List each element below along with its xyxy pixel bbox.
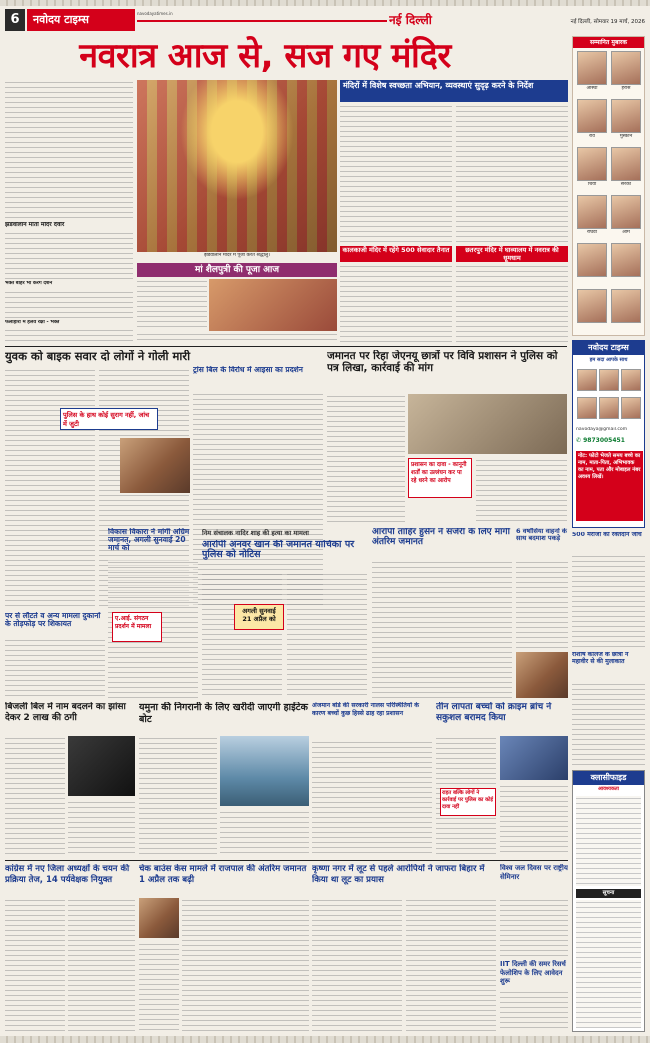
person-photo-1 [577, 51, 607, 85]
masthead-rule [137, 20, 387, 22]
yamuna-body-b [220, 810, 309, 856]
divider [5, 346, 567, 347]
person-name-1: आस्था [586, 86, 598, 91]
lead-photo-caption: झंडेवालान मंदिर में पूजा करते श्रद्धालु। [204, 253, 270, 258]
lead-body-col1d [5, 328, 133, 342]
women-headline: 500 मरीजों की रक्तदान जांच [572, 532, 642, 538]
vikas-box: ए.आई. संगठन प्रदर्शन में मामला [112, 612, 162, 642]
brand-box [572, 340, 645, 528]
shailputri-title: मां शैलपुत्री की पूजा आज [137, 263, 337, 277]
person-name-8: ओम [622, 230, 630, 235]
students-body [572, 682, 645, 766]
krishna-body-a [312, 898, 402, 1032]
missing-photo [500, 736, 568, 780]
youth-body-a [5, 368, 95, 606]
jnu-body-b [476, 458, 567, 522]
person-photo-6 [611, 147, 641, 181]
fake-cops-body [5, 638, 105, 698]
photo-decor [137, 80, 337, 252]
person-name-7: राघवी [587, 230, 597, 235]
classifieds-title: क्लासीफाइड [573, 771, 644, 785]
murder-body-b [287, 572, 367, 698]
sidebar-panel [572, 36, 645, 336]
notice-body [576, 900, 641, 1028]
lead-headline: नवरात्र आज से, सज गए मंदिर [79, 36, 451, 76]
congress-headline: कांग्रेस में नए जिला अध्यक्षों के चयन की प्रक्रिया तेज, 14 पर्यवेक्षक नियुक्त [5, 864, 130, 885]
brand-photo-1 [577, 369, 597, 391]
lead-body-col1b [5, 231, 133, 279]
jnu-body-a [327, 394, 405, 522]
jnu-headline: जमानत पर रिहा जेएनयू छात्रों पर विवि प्रशासन ने पुलिस को पत्र लिखा, कार्रवाई की मांग [327, 350, 558, 374]
person-photo-9 [577, 243, 607, 277]
wildlife-headline: विश्व जल दिवस पर राष्ट्रीय सेमिनार [500, 864, 568, 881]
cheque-body [182, 898, 309, 1032]
congress-body-b [68, 898, 135, 1032]
registration-marks-bottom [0, 1036, 650, 1043]
brand-photo-5 [599, 397, 619, 419]
murder-body-a [202, 572, 282, 698]
jnu-photo [408, 394, 567, 454]
iit-body [500, 990, 568, 1032]
lead-subhead-1: झंडेवालान माता मंदिर देवार [5, 222, 65, 228]
cheque-photo [139, 898, 179, 938]
person-name-6: सरका [620, 182, 632, 187]
trans-headline: ट्रांस बिल के विरोध में आइसा का प्रदर्शन [193, 366, 303, 374]
divider-bottom [5, 860, 568, 861]
person-photo-5 [577, 147, 607, 181]
chhatarpur-title: छतरपुर मंदिर में घाव्यालय में नवरात्र की धूमधाम [456, 246, 568, 262]
person-photo-12 [611, 289, 641, 323]
lead-photo [137, 80, 337, 252]
paper-name: नवोदय टाइम्स [27, 9, 135, 31]
yamuna-photo [220, 736, 309, 806]
person-photo-10 [611, 243, 641, 277]
brand-photo-4 [577, 397, 597, 419]
brand-photo-3 [621, 369, 641, 391]
date-line: नई दिल्ली, सोमवार 19 मार्च, 2026 [570, 19, 645, 25]
jnu-highlight: प्रशासन का दावा - कानूनी शर्तों का उल्लंघन कर पा रहे धरने का आरोप [408, 458, 472, 498]
whatsapp-number-text: 9873005451 [583, 437, 625, 444]
person-photo-3 [577, 99, 607, 133]
youth-headline: युवक को बाइक सवार दो लोगों ने गोली मारी [5, 350, 191, 363]
email-text[interactable]: navodaya@gmail.com [576, 427, 628, 432]
loot-body [516, 560, 568, 648]
person-photo-8 [611, 195, 641, 229]
page-number: 6 [5, 9, 25, 31]
person-name-3: रवि [589, 134, 595, 139]
brand-box-title: नवोदय टाइम्स [573, 341, 644, 355]
kalkaji-title: कालकाजी मंदिर में रहेंगे 500 सेवादार तैनात [340, 246, 452, 262]
classifieds-panel [572, 770, 645, 1032]
krishna-body-b [406, 898, 496, 1032]
rights-box: राहत बल्कि लोगों ने कार्रवाई पर पुलिस का कोई दावा नहीं [440, 788, 496, 816]
classifieds-sub: आवश्यकता [598, 786, 619, 792]
women-body [572, 554, 645, 650]
lead-subhead-2: भक्त बाहर भी करेंगे दर्शन [5, 281, 53, 286]
person-photo-11 [577, 289, 607, 323]
brand-photo-2 [599, 369, 619, 391]
electricity-body-b [68, 800, 135, 856]
person-photo-2 [611, 51, 641, 85]
electricity-photo [68, 736, 135, 796]
small-url: navodayatimes.in [137, 11, 173, 16]
cheque-headline: चेक बाउंस केस मामले में राजपाल की अंतरिम जमानत 1 अप्रैल तक बढ़ी [139, 864, 307, 885]
iit-headline: IIT दिल्ली की समर रिसर्च फेलोशिप के लिए आवेदन शुरू [500, 960, 566, 985]
person-photo-4 [611, 99, 641, 133]
yamuna-body-a [139, 736, 217, 856]
wildlife-body [500, 898, 568, 958]
youth-photo [120, 438, 190, 493]
lead-body-col1 [5, 80, 133, 220]
kalkaji-body [340, 264, 452, 344]
notice-title: सूचना [576, 889, 641, 898]
person-photo-7 [577, 195, 607, 229]
chhatarpur-body [456, 264, 568, 344]
cleanliness-body-a [340, 104, 452, 244]
hearing-box: अगली सुनवाई 21 अप्रैल को [234, 604, 284, 630]
youth-box: पुलिस के हाथ कोई सुराग नहीं, जांच में जुटी [60, 408, 158, 430]
city-label: नई दिल्ली [389, 13, 432, 27]
cleanliness-body-b [456, 104, 568, 244]
murder-headline: आरोपी अनवर खान की जमानत याचिका पर पुलिस को नोटिस [202, 540, 355, 561]
murder-kicker: निम संचालक नादिर शाह की हत्या का मामला [202, 529, 309, 537]
person-name-5: चिया [587, 182, 597, 187]
cheque-body-b [139, 942, 179, 1032]
classifieds-body [576, 796, 641, 886]
rights-body [312, 740, 432, 856]
loot-headline: 6 वर्षोंसिया वाहनों के साथ बदमाश पकड़े [516, 528, 567, 543]
missing-headline: तीन लापता बच्चों को क्राइम ब्रांच ने सकुशल बरामद किया [436, 702, 552, 723]
tahir-headline: आरोपी ताहिर हुसैन ने सर्जरी के लिए मांगी अंतरिम जमानत [372, 528, 510, 547]
sidebar-title: सम्मानित मुबारक [573, 37, 644, 48]
congress-body-a [5, 898, 65, 1032]
lead-body-foot [137, 332, 337, 344]
submission-note: नोट: फोटो भेजते समय बच्चे का नाम, माता-पिता, अभिभावक का नाम, पता और मोबाइल नंबर अवश्य लिखें। [576, 451, 643, 521]
lead-subhead-3: फलाहारी में हलवे रक्षा - भक्त [5, 320, 60, 325]
students-headline: राशीष कॉलेज के छात्रों ने महावीर से की मुलाकात [572, 652, 629, 665]
rights-headline: अंजमान बोर्ड की सरकारी नालस परिस्थितियों के कारण बच्चों कुछ हिस्से ढाह रहा प्रशासन [312, 702, 419, 717]
whatsapp-number[interactable] [576, 437, 643, 447]
vikas-headline: विकास विकारा ने मांगी अग्रिम जमानत, अगली सुनवाई 20 मार्च को [108, 528, 190, 553]
lead-body-col1c [5, 290, 133, 318]
loot-photo [516, 652, 568, 698]
cleanliness-banner: मंदिरों में विशेष स्वच्छता अभियान, व्यवस्थाएं सुदृढ़ करने के निर्देश [340, 80, 568, 102]
yamuna-headline: यमुना की निगरानी के लिए खरीदी जाएगी हाईटेक बोट [139, 702, 308, 725]
missing-body-b [500, 784, 568, 856]
person-name-2: हरसि [621, 86, 631, 91]
person-name-4: मुस्कान [619, 134, 633, 139]
masthead [5, 9, 645, 31]
tahir-body [372, 560, 512, 698]
brand-photo-6 [621, 397, 641, 419]
brand-tagline: हम सदा आपके साथ [589, 357, 628, 363]
whatsapp-icon: ✆ [576, 437, 584, 444]
krishna-headline: कृष्णा नगर में लूट से पहले आरोपियों ने जाफरा बिहार में किया था लूट का प्रयास [312, 864, 485, 885]
shailputri-photo [209, 279, 337, 331]
shailputri-body-a [137, 279, 207, 329]
electricity-headline: बिजली बिल में नाम बदलने का झांसा देकर 2 लाख की ठगी [5, 702, 126, 723]
fake-cops-headline: पर से लौटते व अन्य मामला दुकानों के तोड़फोड़ पर शिकायत [5, 612, 101, 629]
registration-marks [0, 0, 650, 6]
electricity-body-a [5, 736, 65, 856]
